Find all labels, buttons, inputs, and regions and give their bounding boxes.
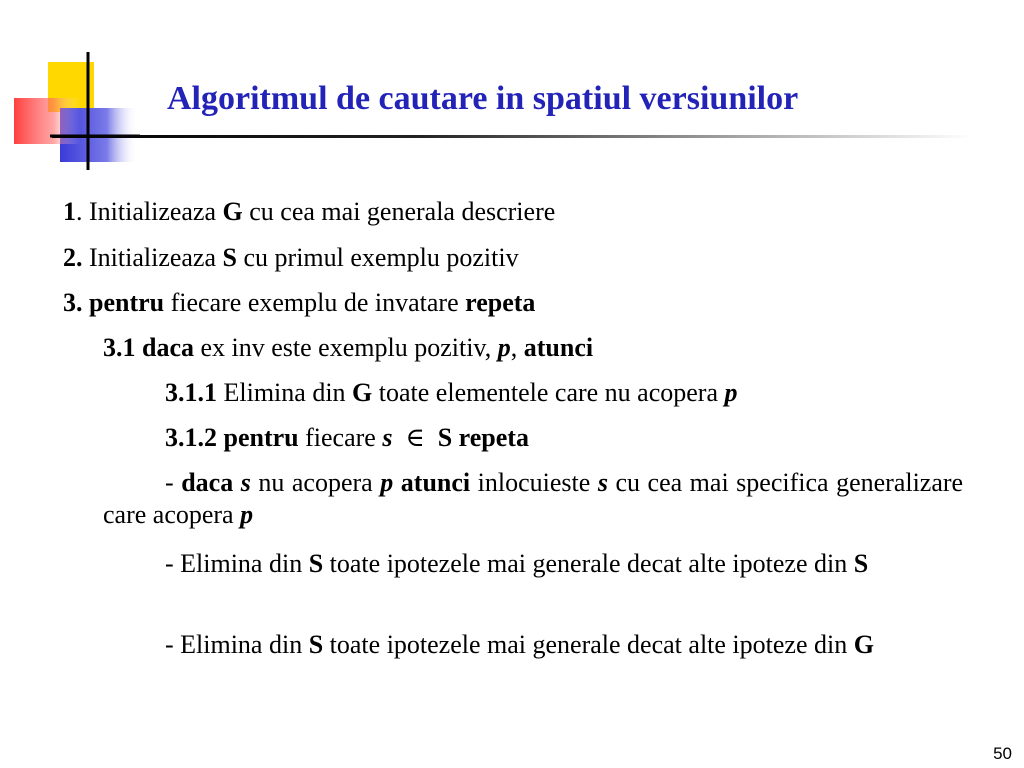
step-number: 1 bbox=[63, 197, 76, 226]
step-number: 3.1 bbox=[103, 333, 136, 362]
set-name: G bbox=[853, 630, 874, 659]
substep-replace bbox=[103, 467, 963, 531]
page-number: 50 bbox=[993, 744, 1012, 763]
step-text: , bbox=[510, 333, 524, 362]
keyword: daca bbox=[135, 333, 194, 362]
step-text: . Initializeaza bbox=[76, 197, 223, 226]
step-text: nu acopera bbox=[258, 468, 373, 497]
step-text: fiecare bbox=[298, 423, 383, 452]
title-divider bbox=[52, 135, 972, 138]
keyword: atunci bbox=[523, 333, 594, 362]
step-number: 3.1.2 bbox=[165, 423, 217, 452]
step-text: Elimina din bbox=[217, 378, 353, 407]
step-text: Initializeaza bbox=[82, 243, 223, 272]
step-text: - Elimina din bbox=[165, 549, 309, 578]
keyword: repeta bbox=[465, 288, 536, 317]
variable: s bbox=[382, 423, 393, 452]
slide-logo-graphic bbox=[0, 0, 150, 180]
set-name: S bbox=[308, 630, 324, 659]
variable: p bbox=[380, 468, 394, 497]
step-number: 3.1.1 bbox=[165, 378, 217, 407]
step-number: 2. bbox=[63, 243, 83, 272]
step-text: cu primul exemplu pozitiv bbox=[237, 243, 519, 272]
substep-eliminate-s bbox=[103, 548, 963, 580]
step-text: toate elementele care nu acopera bbox=[372, 378, 725, 407]
step-text: ex inv este exemplu pozitiv, bbox=[194, 333, 498, 362]
dash: - bbox=[165, 468, 182, 497]
step-3-1-1 bbox=[165, 377, 738, 409]
step-number: 3. bbox=[63, 288, 83, 317]
step-3-1 bbox=[103, 332, 593, 364]
substep-eliminate-g bbox=[103, 629, 963, 661]
variable: s bbox=[240, 468, 251, 497]
step-text: toate ipotezele mai generale decat alte ipoteze din bbox=[323, 630, 854, 659]
step-text: inlocuieste bbox=[477, 468, 591, 497]
set-name: S bbox=[853, 549, 869, 578]
keyword: pentru bbox=[82, 288, 165, 317]
variable: p bbox=[497, 333, 511, 362]
variable: p bbox=[724, 378, 738, 407]
step-text: cu cea mai specifica generalizare care acopera bbox=[103, 468, 964, 529]
set-name: S bbox=[437, 423, 453, 452]
set-name: G bbox=[222, 197, 243, 226]
step-3-1-2 bbox=[165, 422, 529, 454]
keyword: daca bbox=[181, 468, 234, 497]
slide-title: Algoritmul de cautare in spatiul versiunilor bbox=[167, 80, 799, 117]
set-name: G bbox=[352, 378, 373, 407]
step-text: toate ipotezele mai generale decat alte ipoteze din bbox=[323, 549, 854, 578]
step-text: fiecare exemplu de invatare bbox=[164, 288, 466, 317]
step-text: cu cea mai generala descriere bbox=[242, 197, 556, 226]
variable: p bbox=[240, 500, 254, 529]
keyword: repeta bbox=[458, 423, 529, 452]
step-3 bbox=[63, 287, 535, 319]
variable: s bbox=[597, 468, 608, 497]
step-text: - Elimina din bbox=[165, 630, 309, 659]
keyword: atunci bbox=[400, 468, 471, 497]
element-of-symbol: ∈ bbox=[405, 423, 425, 452]
set-name: S bbox=[308, 549, 324, 578]
set-name: S bbox=[222, 243, 237, 272]
keyword: pentru bbox=[217, 423, 299, 452]
step-2 bbox=[63, 242, 519, 274]
step-1 bbox=[63, 196, 555, 228]
